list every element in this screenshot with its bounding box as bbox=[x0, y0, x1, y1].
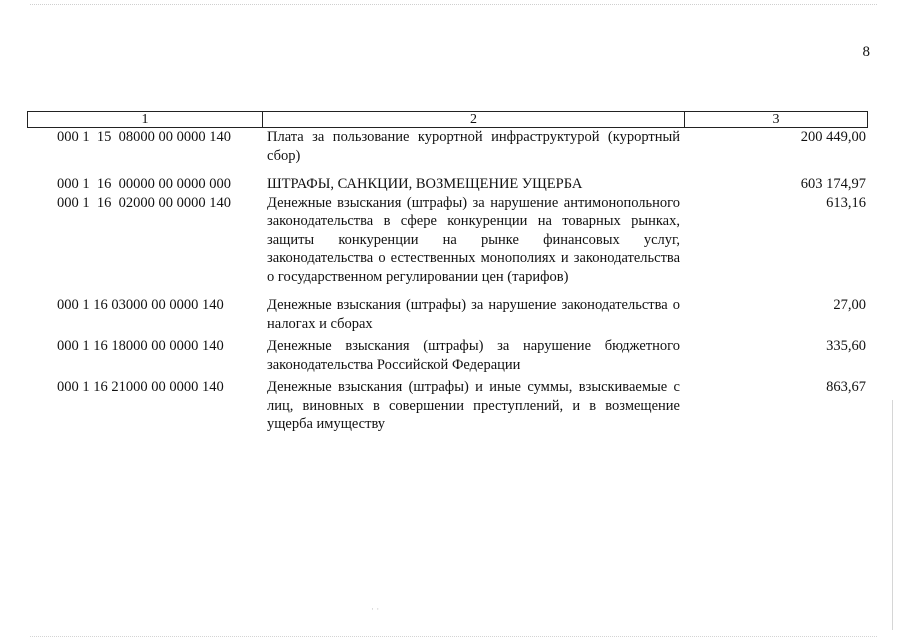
revenue-description: ШТРАФЫ, САНКЦИИ, ВОЗМЕЩЕНИЕ УЩЕРБА bbox=[267, 176, 583, 192]
revenue-amount: 613,16 bbox=[826, 194, 866, 211]
revenue-amount: 863,67 bbox=[826, 379, 866, 395]
budget-code: 000 1 16 21000 00 0000 140 bbox=[57, 379, 224, 395]
table-row bbox=[27, 194, 868, 287]
scan-top-edge bbox=[30, 4, 877, 5]
page-number: 8 bbox=[862, 44, 870, 60]
table-row bbox=[27, 128, 868, 165]
column-header-3: 3 bbox=[772, 112, 780, 127]
budget-code: 000 1 16 02000 00 0000 140 bbox=[57, 194, 231, 211]
table-header-row bbox=[27, 111, 868, 128]
revenue-description: Плата за пользование курортной инфраструктурой (курортный сбор) bbox=[267, 129, 680, 164]
table-row bbox=[27, 296, 868, 333]
table-row bbox=[27, 175, 868, 194]
budget-code: 000 1 16 18000 00 0000 140 bbox=[57, 338, 224, 354]
revenue-description: Денежные взыскания (штрафы) за нарушение бюджетного законодательства Российской Федерации bbox=[267, 338, 680, 373]
table-row bbox=[27, 337, 868, 374]
table-body bbox=[27, 128, 868, 434]
scan-right-edge bbox=[892, 400, 893, 630]
revenue-description: Денежные взыскания (штрафы) за нарушение законодательства о налогах и сборах bbox=[267, 297, 680, 332]
column-header-2: 2 bbox=[263, 112, 685, 127]
revenue-description: Денежные взыскания (штрафы) за нарушение антимонопольного законодательства в сфере конкуренции на товарных рынках, защиты конкуренции на рынке финансовых услуг, законодательства о естественных монополиях и законодательства о государственном регулировании цен (тарифов) bbox=[267, 194, 680, 285]
budget-code: 000 1 16 03000 00 0000 140 bbox=[57, 297, 224, 313]
revenue-amount: 27,00 bbox=[833, 297, 866, 313]
table-row bbox=[27, 378, 868, 434]
budget-code: 000 1 16 00000 00 0000 000 bbox=[57, 176, 231, 192]
revenue-description: Денежные взыскания (штрафы) и иные суммы, взыскиваемые с лиц, виновных в совершении преступлений, и в возмещение ущерба имуществу bbox=[267, 379, 680, 432]
revenue-amount: 603 174,97 bbox=[800, 176, 866, 192]
scan-speck: · · bbox=[371, 604, 380, 614]
column-header-1: 1 bbox=[28, 112, 263, 127]
revenue-amount: 200 449,00 bbox=[800, 129, 866, 145]
scan-bottom-edge bbox=[30, 636, 877, 637]
budget-code: 000 1 15 08000 00 0000 140 bbox=[57, 129, 231, 145]
revenue-amount: 335,60 bbox=[826, 338, 866, 354]
